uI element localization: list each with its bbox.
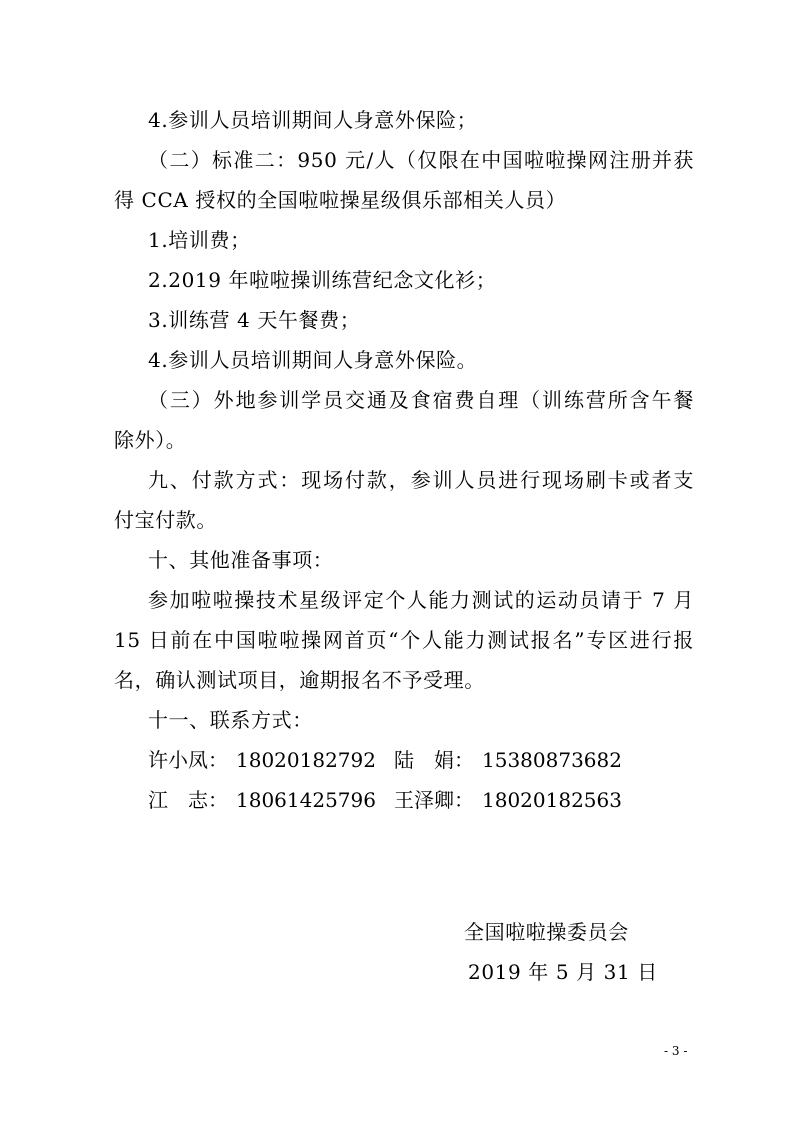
paragraph-payment-line2: 付宝付款。 bbox=[114, 508, 217, 532]
contact-phone: 18020182792 bbox=[236, 748, 376, 772]
contact-name: 江 志： bbox=[148, 788, 228, 812]
paragraph-item-3-lunch: 3.训练营 4 天午餐费； bbox=[148, 308, 361, 332]
paragraph-other-matters-heading: 十、其他准备事项： bbox=[148, 548, 334, 572]
contact-row bbox=[148, 746, 632, 774]
paragraph-item-4-insurance: 4.参训人员培训期间人身意外保险； bbox=[148, 108, 478, 132]
contact-name: 王泽卿： bbox=[394, 788, 474, 812]
signature-organization: 全国啦啦操委员会 bbox=[464, 920, 629, 944]
paragraph-standard-two-line2: 得 CCA 授权的全国啦啦操星级俱乐部相关人员） bbox=[114, 188, 567, 212]
paragraph-item-1-fee: 1.培训费； bbox=[148, 228, 251, 252]
paragraph-other-matters-line3: 名，确认测试项目，逾期报名不予受理。 bbox=[114, 668, 485, 692]
paragraph-other-matters-line1: 参加啦啦操技术星级评定个人能力测试的运动员请于 7 月 bbox=[148, 588, 694, 612]
paragraph-payment-line1: 九、付款方式：现场付款，参训人员进行现场刷卡或者支 bbox=[148, 468, 694, 492]
contact-phone: 18020182563 bbox=[482, 788, 622, 812]
contact-phone: 18061425796 bbox=[236, 788, 376, 812]
contact-row bbox=[148, 786, 632, 814]
paragraph-standard-two-line1: （二）标准二：950 元/人（仅限在中国啦啦操网注册并获 bbox=[148, 148, 694, 172]
paragraph-standard-three-line1: （三）外地参训学员交通及食宿费自理（训练营所含午餐 bbox=[148, 388, 694, 412]
signature-date: 2019 年 5 月 31 日 bbox=[468, 960, 658, 984]
paragraph-other-matters-line2: 15 日前在中国啦啦操网首页“个人能力测试报名”专区进行报 bbox=[114, 628, 694, 652]
contact-phone: 15380873682 bbox=[482, 748, 622, 772]
paragraph-standard-three-line2: 除外）。 bbox=[114, 428, 187, 452]
contact-name: 许小凤： bbox=[148, 748, 228, 772]
paragraph-contact-heading: 十一、联系方式： bbox=[148, 708, 313, 732]
contact-name: 陆 娟： bbox=[394, 748, 474, 772]
page-number: - 3 - bbox=[664, 1044, 688, 1058]
paragraph-item-4-insurance-2: 4.参训人员培训期间人身意外保险。 bbox=[148, 348, 478, 372]
paragraph-item-2-tshirt: 2.2019 年啦啦操训练营纪念文化衫； bbox=[148, 268, 497, 292]
